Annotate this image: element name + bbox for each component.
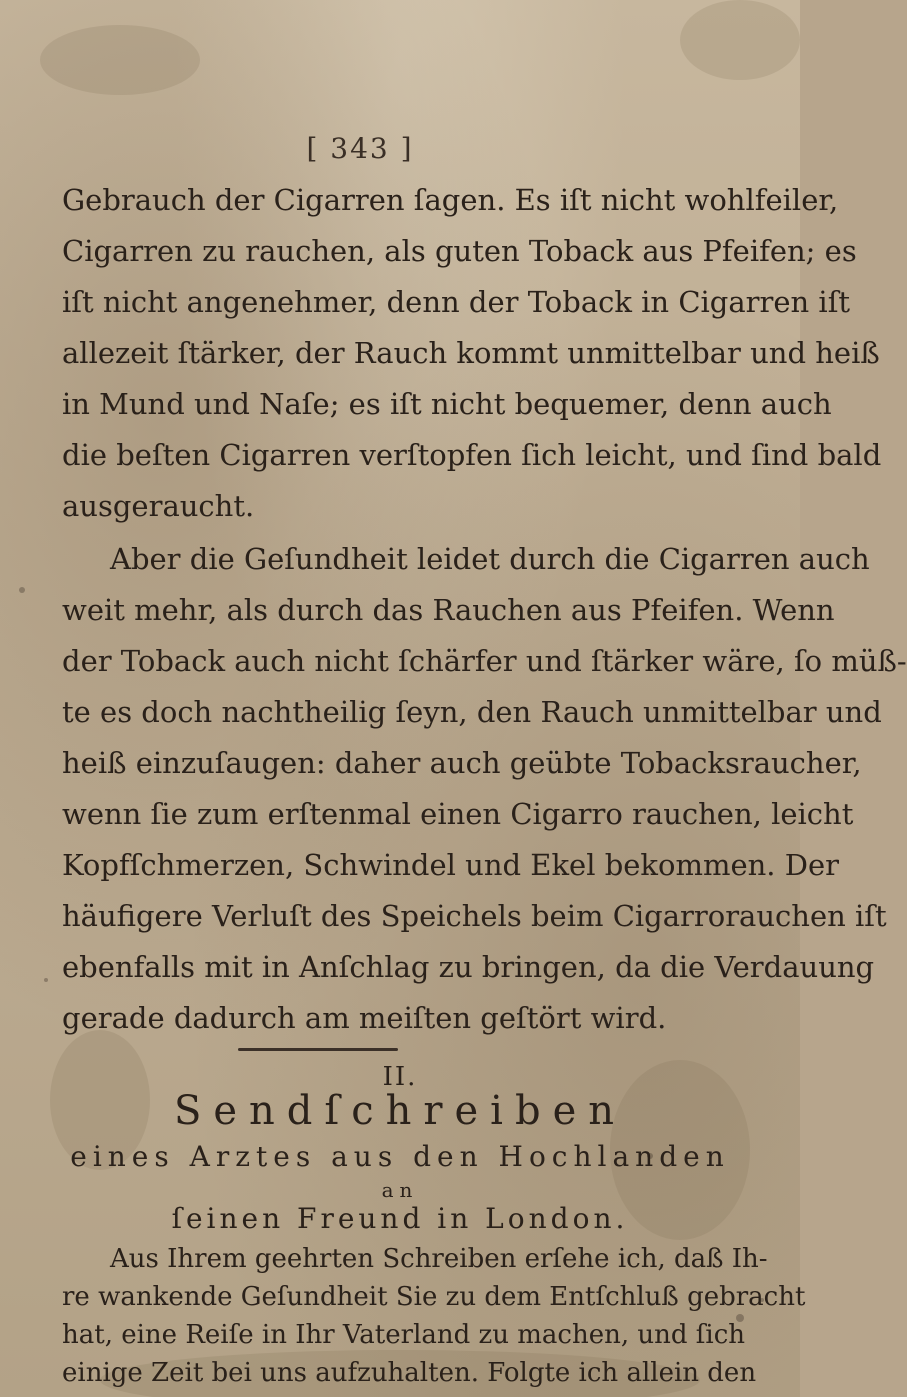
- text-line: heiß einzuſaugen: daher auch geübte Tobacksraucher,: [62, 746, 862, 780]
- section-divider: [238, 1048, 398, 1051]
- text-line: wenn ſie zum erſtenmal einen Cigarro rauchen, leicht: [62, 797, 854, 831]
- text-line: re wankende Geſundheit Sie zu dem Entſchluß gebracht: [62, 1282, 806, 1312]
- paragraph-cigar-cost: [62, 175, 882, 532]
- section-subtitle-connector: an: [381, 1178, 419, 1202]
- section-numeral: II.: [382, 1062, 418, 1092]
- text-line: häufigere Verluſt des Speichels beim Cigarrorauchen iſt: [62, 899, 887, 933]
- paragraph-health: [62, 534, 907, 1044]
- page-number: [ 343 ]: [306, 132, 414, 165]
- text-line: der Toback auch nicht ſchärfer und ſtärker wäre, ſo müß-: [62, 644, 907, 678]
- text-line: te es doch nachtheilig ſeyn, den Rauch unmittelbar und: [62, 695, 882, 729]
- text-line: gerade dadurch am meiſten geſtört wird.: [62, 1001, 667, 1035]
- paragraph-letter-body: [62, 1240, 806, 1392]
- section-title: Sendſchreiben: [173, 1088, 627, 1134]
- text-line: hat, eine Reiſe in Ihr Vaterland zu machen, und ſich: [62, 1320, 746, 1350]
- section-subtitle-recipient: ſeinen Freund in London.: [171, 1202, 629, 1235]
- text-line: in Mund und Naſe; es iſt nicht bequemer, denn auch: [62, 387, 832, 421]
- section-subtitle: eines Arztes aus den Hochlanden: [70, 1140, 730, 1173]
- text-line: allezeit ſtärker, der Rauch kommt unmittelbar und heiß: [62, 336, 880, 370]
- text-line: iſt nicht angenehmer, denn der Toback in Cigarren iſt: [62, 285, 851, 319]
- text-line: Aber die Geſundheit leidet durch die Cigarren auch: [110, 542, 870, 576]
- text-line: weit mehr, als durch das Rauchen aus Pfeifen. Wenn: [62, 593, 835, 627]
- text-line: Aus Ihrem geehrten Schreiben erſehe ich, daß Ih-: [110, 1244, 768, 1274]
- text-line: die beſten Cigarren verſtopfen ſich leicht, und ſind bald: [62, 438, 882, 472]
- text-line: einige Zeit bei uns aufzuhalten. Folgte ich allein den: [62, 1358, 757, 1388]
- text-line: ebenfalls mit in Anſchlag zu bringen, da die Verdauung: [62, 950, 875, 984]
- text-line: ausgeraucht.: [62, 489, 255, 523]
- text-line: Gebrauch der Cigarren ſagen. Es iſt nicht wohlfeiler,: [62, 183, 839, 217]
- text-line: Cigarren zu rauchen, als guten Toback aus Pfeifen; es: [62, 234, 857, 268]
- text-line: Kopfſchmerzen, Schwindel und Ekel bekommen. Der: [62, 848, 839, 882]
